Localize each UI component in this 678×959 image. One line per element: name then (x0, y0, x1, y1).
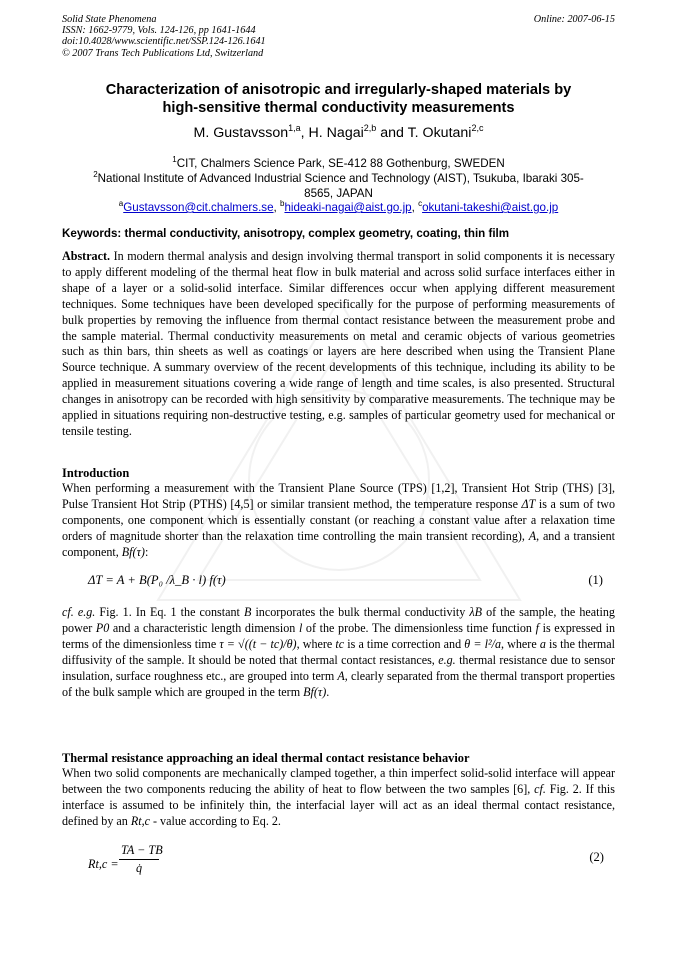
keywords: Keywords: thermal conductivity, anisotropy, complex geometry, coating, thin film (62, 227, 510, 240)
equation-2-number: (2) (589, 850, 604, 864)
text-run: is a sum of two components, one component which is essentially constant (or reaching a constant value after a relaxation time orders of magnitude shorter than the relaxation time controlling the main transient recording), (62, 496, 615, 543)
paper-title (62, 81, 615, 117)
affil-text: National Institute of Advanced Industrial Science and Technology (AIST), Tsukuba, Ibaraki 305- (97, 172, 584, 185)
email-sup: c (418, 199, 423, 208)
symbol-l: l (298, 620, 303, 635)
author-sup: 2,c (471, 123, 484, 133)
title-line-1: Characterization of anisotropic and irregularly-shaped materials by (105, 82, 572, 98)
text-run: is the thermal diffusivity of the sample. It should be noted that thermal contact resistances, (62, 636, 615, 667)
text-run: of the sample, the heating power (62, 605, 615, 635)
equation-2-lhs: Rt,c = (88, 857, 119, 871)
introduction-paragraph-1 (62, 481, 615, 561)
affil-sup: 1 (172, 155, 177, 164)
symbol-f: f (535, 620, 539, 635)
symbol-b: B (243, 605, 252, 619)
text-run: , where (296, 636, 336, 651)
text-run: , where (501, 636, 540, 651)
journal-name: Solid State Phenomena (62, 14, 157, 25)
online-date: Online: 2007-06-15 (533, 14, 615, 25)
equation-1-body: ΔT = A + B(P₀ /λ_B · l) f(τ) (88, 573, 226, 587)
text-run: thermal resistance due to sensor insulation, surface roughness etc., are grouped into term (62, 652, 615, 683)
text-run: Fig. 2. If this interface is assumed to be infinitely thin, the interfacial layer will act as an ideal thermal contact resistance, defined by an (62, 781, 615, 828)
author-okutani: and T. Okutani (376, 125, 472, 141)
text-run: of the probe. The dimensionless time function (302, 620, 536, 635)
copyright-line: © 2007 Trans Tech Publications Ltd, Switzerland (62, 47, 264, 59)
equation-2-denominator: q̇ (136, 861, 143, 875)
equation-1 (88, 573, 615, 593)
email-sup: a (118, 199, 124, 208)
abstract-text: In modern thermal analysis and design involving thermal transport in solid components it is necessary to apply different modeling of the thermal heat flow in bulk material and across solid surface interfaces either in shape of a layer or a solid-solid interface. Similar differences occur when applying different measurement techniques. Some techniques have been developed specifically for the purpose of performing measurements of bulk properties by removing the influence from thermal contact resistance between the measurement probe and the sample material. Thermal conductivity measurements on metal and ceramic objects of various geometries such as thin bars, thin sheets as well as coatings or layers are here described when using the Transient Plane Source technique. A summary overview of the recent developments of this technique, including its ability to be applied in measurement situations covering a wide range of length and time scales, is also presented. Structural changes in anisotropy can be recorded with high sensitivity by comparative measurements. The technique may be applied in situations requiring non-destructive testing, e.g. samples of particular geometry used for mechanical or tensile testing. (62, 249, 615, 438)
author-nagai: , H. Nagai (300, 125, 364, 141)
separator: , (273, 201, 280, 214)
text-run: - value according to Eq. 2. (149, 813, 281, 828)
abstract-paragraph (62, 249, 615, 440)
symbol-delta-t: ΔT (521, 496, 536, 511)
text-run: When two solid components are mechanically clamped together, a thin imperfect solid-solid interface will appear between the two components reducing the ability of heat to flow between the two samples [6], (62, 766, 615, 796)
author-gustavsson: M. Gustavsson (193, 125, 289, 141)
email-sup: b (280, 199, 285, 208)
introduction-paragraph-2 (62, 605, 615, 700)
text-run: : (144, 544, 149, 559)
abstract-label: Abstract. (62, 249, 111, 263)
introduction-heading: Introduction (62, 466, 130, 480)
title-line-2: high-sensitive thermal conductivity measurements (162, 100, 515, 116)
text-run: cf. e.g. (62, 605, 96, 619)
text-run: , and a transient component, (62, 528, 615, 559)
equation-2-numerator: TA − TB (121, 843, 163, 857)
doi-line: doi:10.4028/www.scientific.net/SSP.124-126.1641 (62, 36, 266, 48)
author-sup: 1,a (288, 123, 301, 133)
symbol-theta-definition: θ = l²/a (464, 636, 501, 651)
separator: , (411, 201, 419, 214)
author-sup: 2,b (363, 123, 377, 133)
email-link-okutani[interactable]: okutani-takeshi@aist.go.jp (422, 201, 559, 214)
text-run: cf. (534, 781, 546, 796)
text-run: is a time correction and (344, 636, 465, 651)
symbol-lambda-b: λB (469, 605, 482, 619)
text-run: . (326, 684, 330, 699)
symbol-tau-definition: τ = √((t − tc)/θ) (219, 636, 297, 651)
symbol-tc: tc (335, 636, 345, 651)
affiliation-1 (62, 157, 615, 172)
symbol-p0: P0 (95, 620, 110, 635)
email-line (62, 201, 615, 216)
text-run: Fig. 1. In Eq. 1 the constant (95, 605, 244, 619)
text-run: , clearly separated from the thermal transport properties of the bulk sample which are grouped in the term (62, 668, 615, 699)
equation-1-number: (1) (588, 573, 603, 587)
fraction-bar (119, 859, 159, 860)
affiliation-2-cont: 8565, JAPAN (304, 187, 373, 200)
symbol-bf-tau: Bf(τ) (303, 684, 327, 699)
text-run: e.g. (438, 652, 456, 667)
affil-text: CIT, Chalmers Science Park, SE-412 88 Gothenburg, SWEDEN (176, 157, 505, 170)
symbol-a-diffusivity: a (539, 636, 546, 651)
text-run: When performing a measurement with the Transient Plane Source (TPS) [1,2], Transient Hot Strip (THS) [3], Pulse Transient Hot Strip (PTHS) [4,5] or similar transient method, the temperature response (62, 481, 615, 511)
section-2-paragraph (62, 766, 615, 830)
symbol-a: A (528, 528, 537, 543)
text-run: is expressed in terms of the dimensionless time (62, 620, 616, 651)
text-run: incorporates the bulk thermal conductivity (251, 605, 470, 619)
symbol-bf-tau: Bf(τ) (121, 544, 145, 559)
author-list (62, 124, 615, 142)
affiliation-2 (62, 172, 615, 187)
symbol-a: A (337, 668, 345, 683)
affil-sup: 2 (93, 170, 98, 179)
text-run: and a characteristic length dimension (109, 620, 299, 635)
email-link-gustavsson[interactable]: Gustavsson@cit.chalmers.se (123, 201, 274, 214)
section-2-heading: Thermal resistance approaching an ideal thermal contact resistance behavior (62, 751, 470, 765)
issn-line: ISSN: 1662-9779, Vols. 124-126, pp 1641-1644 (62, 25, 256, 37)
symbol-rtc: Rt,c (130, 813, 150, 828)
email-link-nagai[interactable]: hideaki-nagai@aist.go.jp (284, 201, 412, 214)
